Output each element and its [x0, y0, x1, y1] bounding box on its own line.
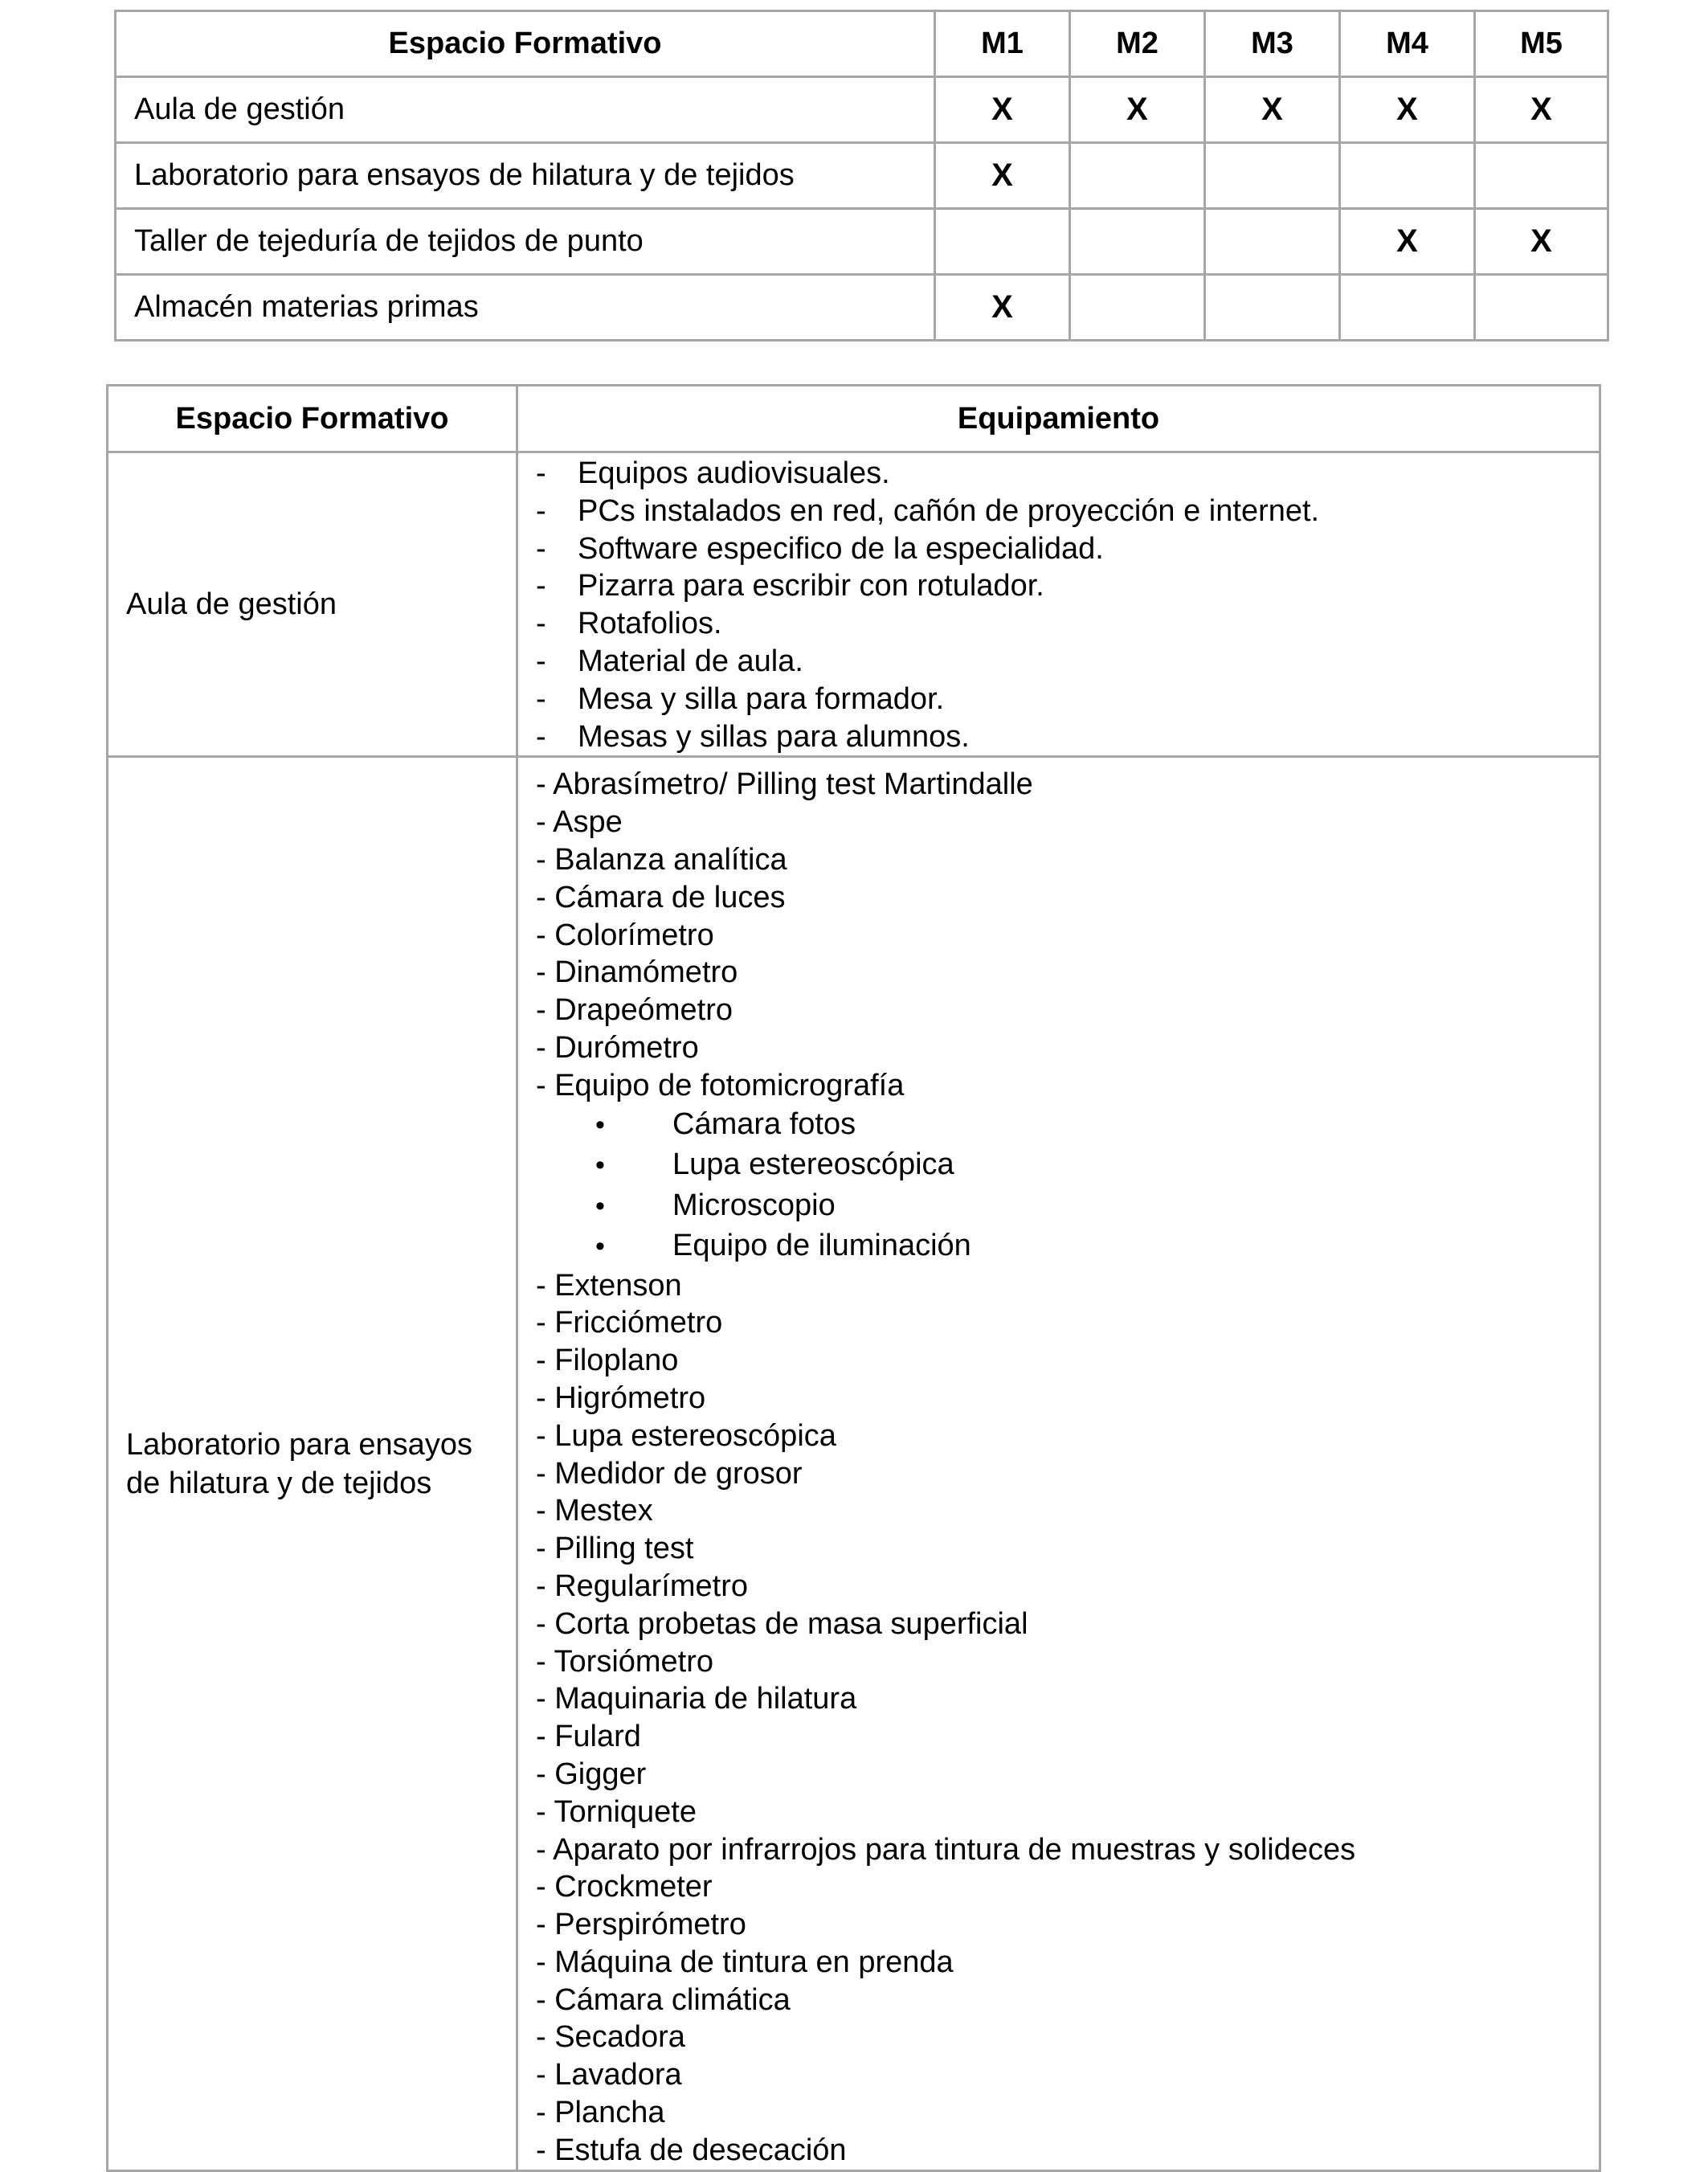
module-mark — [1205, 275, 1340, 341]
row-space-name: Aula de gestión — [108, 452, 517, 757]
list-item: - Gigger — [536, 1757, 647, 1791]
equipment-table — [106, 384, 1601, 2172]
spaces-modules-table — [114, 10, 1609, 342]
list-item-text: Equipos audiovisuales. — [578, 456, 890, 490]
list-item: - Fricciómetro — [536, 1306, 723, 1340]
space-name-line-2: de hilatura y de tejidos — [126, 1466, 432, 1500]
list-item: - Aspe — [536, 805, 623, 840]
list-item: - Filoplano — [536, 1344, 679, 1378]
module-mark: X — [1340, 77, 1475, 143]
space-name-line-1: Laboratorio para ensayos — [126, 1427, 472, 1462]
list-item: - Abrasímetro/ Pilling test Martindalle — [536, 767, 1033, 802]
list-item: - Torsiómetro — [536, 1644, 714, 1679]
dash-marker: - — [536, 493, 546, 528]
list-item-text: PCs instalados en red, cañón de proyección e internet. — [578, 493, 1320, 528]
table-row — [108, 452, 1600, 757]
module-mark — [1070, 143, 1205, 209]
dash-marker: - — [536, 719, 546, 754]
list-item — [536, 455, 1599, 493]
row-space-name: Taller de tejeduría de tejidos de punto — [116, 209, 935, 275]
table-row — [116, 77, 1608, 143]
module-mark: X — [935, 77, 1070, 143]
equipment-list — [536, 758, 1599, 2169]
list-item: - Dinamómetro — [536, 955, 738, 990]
table-row — [108, 757, 1600, 2170]
table-row — [116, 143, 1608, 209]
list-item: - Medidor de grosor — [536, 1456, 803, 1491]
list-item: - Equipo de fotomicrografía — [536, 1068, 905, 1102]
list-item: - Secadora — [536, 2020, 685, 2055]
table-row — [116, 209, 1608, 275]
equipment-list — [536, 453, 1599, 755]
list-item: - Crockmeter — [536, 1870, 713, 1904]
list-item: - Estufa de desecación — [536, 2133, 847, 2167]
list-item: - Fulard — [536, 1720, 641, 1754]
list-item — [536, 718, 1599, 756]
list-item: - Cámara de luces — [536, 880, 786, 914]
module-mark — [1475, 143, 1608, 209]
header-m1: M1 — [935, 11, 1070, 77]
bullet-icon: • — [595, 1231, 605, 1262]
bullet-icon: • — [595, 1109, 605, 1140]
list-item-text: Material de aula. — [578, 644, 803, 678]
module-mark: X — [935, 275, 1070, 341]
dash-marker: - — [536, 607, 546, 641]
module-mark — [1205, 209, 1340, 275]
list-item: - Corta probetas de masa superficial — [536, 1606, 1028, 1641]
sub-list-item — [536, 1186, 1599, 1227]
module-mark: X — [1340, 209, 1475, 275]
header-espacio-formativo: Espacio Formativo — [108, 386, 517, 452]
module-mark — [1205, 143, 1340, 209]
row-space-name — [108, 757, 517, 2170]
list-item: - Durómetro — [536, 1030, 699, 1065]
list-item — [536, 493, 1599, 530]
list-item-text: Rotafolios. — [578, 607, 722, 641]
module-mark — [935, 209, 1070, 275]
sub-list-item-text: Lupa estereoscópica — [672, 1147, 954, 1182]
list-item: - Plancha — [536, 2096, 665, 2130]
list-item-text: Pizarra para escribir con rotulador. — [578, 569, 1044, 603]
sub-list-item-text: Equipo de iluminación — [672, 1229, 971, 1263]
module-mark: X — [1070, 77, 1205, 143]
list-item: - Lupa estereoscópica — [536, 1418, 836, 1453]
list-item — [536, 681, 1599, 718]
bullet-icon: • — [595, 1150, 605, 1181]
row-space-name: Almacén materias primas — [116, 275, 935, 341]
list-item: - Balanza analítica — [536, 842, 787, 877]
list-item: - Mestex — [536, 1494, 653, 1528]
list-item: - Cámara climática — [536, 1982, 791, 2017]
header-equipamiento: Equipamiento — [517, 386, 1600, 452]
dash-marker: - — [536, 644, 546, 678]
sub-list-item-text: Cámara fotos — [672, 1106, 856, 1141]
header-m5: M5 — [1475, 11, 1608, 77]
row-space-name: Aula de gestión — [116, 77, 935, 143]
row-space-name: Laboratorio para ensayos de hilatura y de tejidos — [116, 143, 935, 209]
dash-marker: - — [536, 569, 546, 603]
dash-marker: - — [536, 681, 546, 716]
sub-list-item-text: Microscopio — [672, 1188, 836, 1222]
list-item: - Maquinaria de hilatura — [536, 1682, 857, 1716]
list-item: - Extenson — [536, 1268, 682, 1303]
list-item-text: Software especifico de la especialidad. — [578, 531, 1104, 566]
sub-list-item — [536, 1145, 1599, 1186]
equipment-cell — [517, 452, 1600, 757]
list-item: - Higrómetro — [536, 1381, 706, 1415]
module-mark: X — [1475, 209, 1608, 275]
list-item: - Regularímetro — [536, 1569, 748, 1603]
equipment-cell — [517, 757, 1600, 2170]
module-mark — [1475, 275, 1608, 341]
list-item — [536, 643, 1599, 681]
module-mark — [1070, 209, 1205, 275]
dash-marker: - — [536, 531, 546, 566]
sub-list-item — [536, 1105, 1599, 1146]
module-mark — [1070, 275, 1205, 341]
module-mark — [1340, 143, 1475, 209]
list-item-text: Mesa y silla para formador. — [578, 681, 945, 716]
list-item: - Perspirómetro — [536, 1908, 746, 1942]
list-item: - Máquina de tintura en prenda — [536, 1945, 954, 1979]
table-header-row — [108, 386, 1600, 452]
module-mark: X — [1205, 77, 1340, 143]
module-mark: X — [1475, 77, 1608, 143]
list-item-text: Mesas y sillas para alumnos. — [578, 719, 970, 754]
list-item: - Drapeómetro — [536, 993, 733, 1028]
table-header-row — [116, 11, 1608, 77]
header-m4: M4 — [1340, 11, 1475, 77]
list-item — [536, 605, 1599, 643]
header-espacio-formativo: Espacio Formativo — [116, 11, 935, 77]
list-item: - Torniquete — [536, 1794, 697, 1829]
list-item: - Lavadora — [536, 2058, 682, 2092]
module-mark — [1340, 275, 1475, 341]
list-item: - Aparato por infrarrojos para tintura de muestras y solideces — [536, 1832, 1356, 1867]
list-item — [536, 530, 1599, 568]
header-m2: M2 — [1070, 11, 1205, 77]
list-item — [536, 567, 1599, 605]
list-item: - Pilling test — [536, 1532, 694, 1566]
sub-list-item — [536, 1226, 1599, 1267]
dash-marker: - — [536, 456, 546, 490]
bullet-icon: • — [595, 1190, 605, 1221]
header-m3: M3 — [1205, 11, 1340, 77]
table-row — [116, 275, 1608, 341]
list-item: - Colorímetro — [536, 918, 714, 952]
module-mark: X — [935, 143, 1070, 209]
